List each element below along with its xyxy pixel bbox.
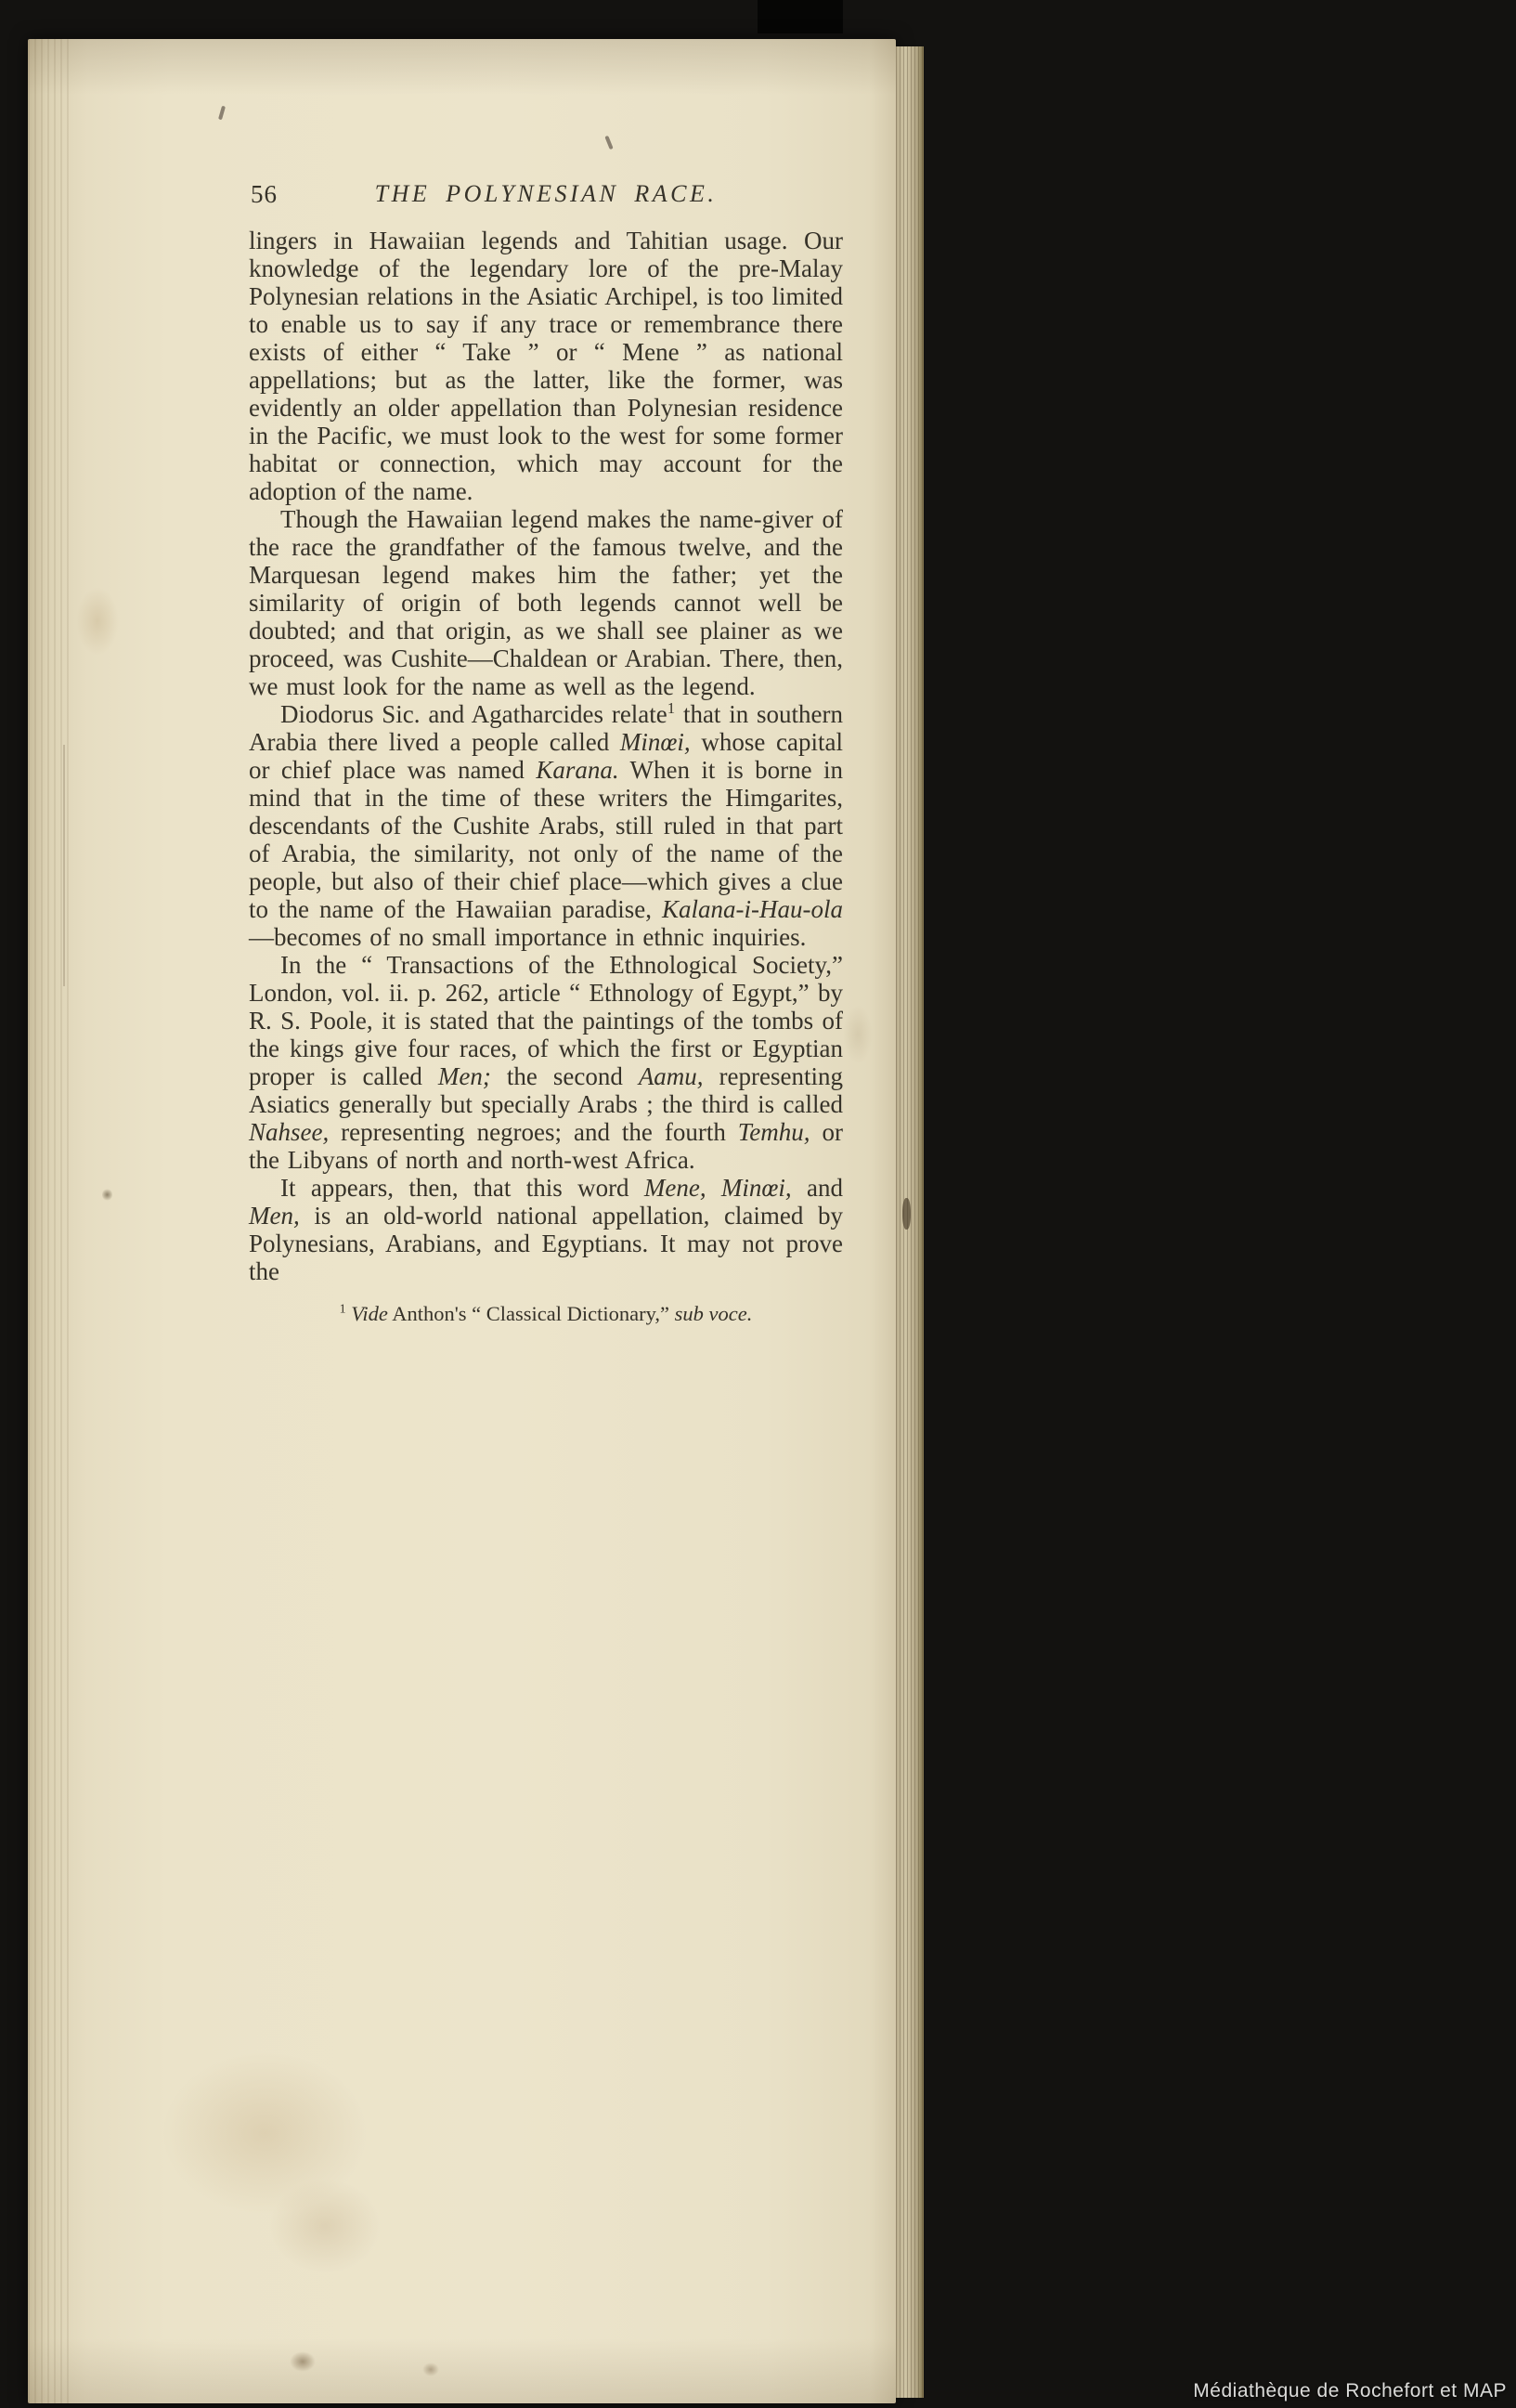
paragraph	[249, 227, 843, 505]
page-content	[249, 180, 843, 1326]
stain	[102, 1189, 112, 1201]
italic-text-run: Kalana-i-Hau-ola	[662, 895, 843, 923]
paragraph	[249, 951, 843, 1174]
italic-text-run: Aamu,	[638, 1062, 704, 1090]
library-watermark: Médiathèque de Rochefort et MAP	[1193, 2380, 1507, 2401]
text-run: and	[791, 1174, 843, 1202]
footnote-reference: 1	[667, 699, 676, 717]
stain	[843, 1005, 873, 1064]
page-number: 56	[251, 180, 278, 208]
text-run: the second	[490, 1062, 639, 1090]
edge-mark	[902, 1198, 911, 1230]
text-run: It appears, then, that this word	[280, 1174, 644, 1202]
page-crease	[63, 745, 65, 986]
paragraph	[249, 700, 843, 951]
italic-text-run: Minœi,	[619, 728, 691, 756]
text-run: Though the Hawaiian legend makes the name-giver of the race the grandfather of the famous twelve, and the Marquesan legend makes him the father; yet the similarity of origin of both legends cannot well be doubted; and that origin, as we shall see plainer as we proceed, was Cushite—Chaldean or Arabian. There, then, we must look for the name as well as the legend.	[249, 505, 843, 700]
text-run: that in southern Arabia there lived a people called	[249, 700, 843, 756]
italic-text-run: Men,	[249, 1202, 300, 1230]
text-run: whose capital or chief place was named	[249, 728, 843, 784]
scanner-clamp	[758, 0, 843, 33]
paragraph	[249, 1174, 843, 1285]
italic-text-run: Vide	[351, 1302, 388, 1325]
pen-mark	[218, 106, 226, 121]
italic-text-run: Men;	[437, 1062, 491, 1090]
page-body	[249, 227, 843, 1285]
text-run: Anthon's “ Classical Dictionary,”	[387, 1302, 675, 1325]
page-header	[249, 180, 843, 210]
italic-text-run: Mene, Minœi,	[643, 1174, 792, 1202]
stain	[265, 2175, 385, 2277]
italic-text-run: Karana.	[536, 756, 619, 784]
italic-text-run: sub voce.	[674, 1302, 753, 1325]
stain	[290, 2351, 316, 2372]
italic-text-run: Nahsee,	[249, 1118, 330, 1146]
text-run: representing Asiatics generally but specially Arabs ; the third is called	[249, 1062, 843, 1118]
italic-text-run: Temhu,	[737, 1118, 810, 1146]
text-run: Diodorus Sic. and Agatharcides relate	[280, 700, 667, 728]
footnote	[249, 1302, 843, 1326]
stain	[422, 2362, 439, 2376]
text-run: representing negroes; and the fourth	[329, 1118, 738, 1146]
book-page	[28, 39, 896, 2403]
text-run: When it is borne in mind that in the time of these writers the Himgarites, descendants of the Cushite Arabs, still ruled in that part of Arabia, the similarity, not only of the name of the people, but also of their chief place—which gives a clue to the name of the Hawaiian paradise,	[249, 756, 843, 923]
text-run: lingers in Hawaiian legends and Tahitian usage. Our knowledge of the legendary lore of the pre-Malay Polynesian relations in the Asiatic Archipel, is too limited to enable us to say if any trace or remembrance there exists of either “ Take ” or “ Mene ” as national appellations; but as the latter, like the former, was evidently an older appellation than Polynesian residence in the Pacific, we must look to the west for some former habitat or connection, which may account for the adoption of the name.	[249, 227, 843, 505]
text-run: —becomes of no small importance in ethnic inquiries.	[249, 923, 807, 951]
footnote-reference: 1	[339, 1302, 346, 1317]
stain	[76, 587, 119, 656]
text-run: or the Libyans of north and north-west Africa.	[249, 1118, 843, 1174]
running-header: THE POLYNESIAN RACE.	[374, 180, 718, 207]
page-block-edge	[896, 46, 924, 2398]
stain	[153, 2045, 376, 2221]
text-run: In the “ Transactions of the Ethnological Society,” London, vol. ii. p. 262, article “ Ethnology of Egypt,” by R. S. Poole, it is stated that the paintings of the tombs of the kings give four races, of which the first or Egyptian proper is called	[249, 951, 843, 1090]
paragraph	[249, 505, 843, 700]
text-run: is an old-world national appellation, claimed by Polynesians, Arabians, and Egyptians. It may not prove the	[249, 1202, 843, 1285]
pen-mark	[604, 136, 613, 150]
